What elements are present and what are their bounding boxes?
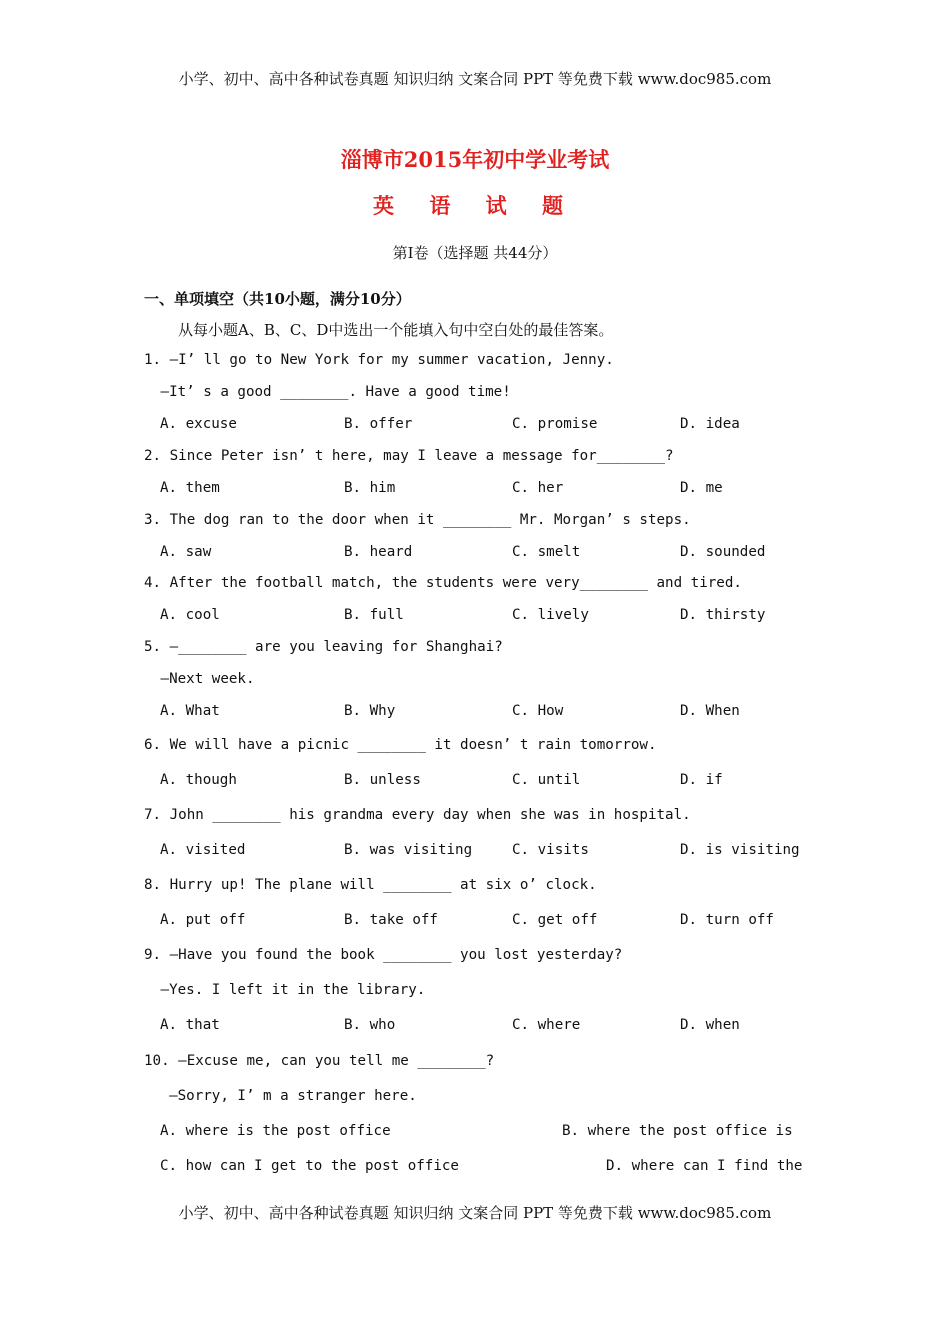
question-5-option-b: B. Why (344, 703, 396, 719)
question-2-option-d: D. me (680, 480, 723, 496)
question-8-option-c: C. get off (512, 912, 598, 928)
question-4-option-c: C. lively (512, 607, 589, 623)
question-4-option-a: A. cool (160, 607, 220, 623)
question-6-stem: 6. We will have a picnic ________ it doesn’ t rain tomorrow. (144, 737, 657, 753)
section-heading: 一、单项填空（共10小题，满分10分） (144, 290, 411, 308)
question-7-option-c: C. visits (512, 842, 589, 858)
question-2-option-a: A. them (160, 480, 220, 496)
page-header: 小学、初中、高中各种试卷真题 知识归纳 文案合同 PPT 等免费下载 www.doc985.com (178, 70, 772, 88)
question-3-option-a: A. saw (160, 544, 212, 560)
question-10-option-c: C. how can I get to the post office (160, 1158, 459, 1174)
question-4-option-d: D. thirsty (680, 607, 766, 623)
question-8-option-b: B. take off (344, 912, 438, 928)
question-9-option-c: C. where (512, 1017, 581, 1033)
question-5-option-c: C. How (512, 703, 564, 719)
question-8-option-a: A. put off (160, 912, 246, 928)
question-9-stem: 9. —Have you found the book ________ you lost yesterday? (144, 947, 623, 963)
question-4-option-b: B. full (344, 607, 404, 623)
question-9-option-d: D. when (680, 1017, 740, 1033)
question-6-option-b: B. unless (344, 772, 421, 788)
question-7-option-d: D. is visiting (680, 842, 800, 858)
question-7-option-a: A. visited (160, 842, 246, 858)
question-3-stem: 3. The dog ran to the door when it ________ Mr. Morgan’ s steps. (144, 512, 691, 528)
question-10-reply: —Sorry, I’ m a stranger here. (152, 1088, 417, 1104)
question-4-stem: 4. After the football match, the students were very________ and tired. (144, 575, 742, 591)
question-3-option-b: B. heard (344, 544, 413, 560)
question-6-option-a: A. though (160, 772, 237, 788)
subject-title: 英 语 试 题 (373, 193, 577, 218)
question-7-option-b: B. was visiting (344, 842, 473, 858)
question-3-option-c: C. smelt (512, 544, 581, 560)
question-1-option-b: B. offer (344, 416, 413, 432)
question-2-stem: 2. Since Peter isn’ t here, may I leave a message for________? (144, 448, 674, 464)
question-7-stem: 7. John ________ his grandma every day when she was in hospital. (144, 807, 691, 823)
question-9-reply: —Yes. I left it in the library. (152, 982, 426, 998)
question-5-reply: —Next week. (152, 671, 255, 687)
question-1-option-d: D. idea (680, 416, 740, 432)
question-5-option-a: A. What (160, 703, 220, 719)
question-2-option-b: B. him (344, 480, 396, 496)
exam-title: 淄博市2015年初中学业考试 (340, 147, 610, 172)
section-instruction: 从每小题A、B、C、D中选出一个能填入句中空白处的最佳答案。 (178, 321, 614, 339)
paper-part-label: 第Ⅰ卷（选择题 共44分） (392, 244, 558, 262)
question-8-option-d: D. turn off (680, 912, 774, 928)
question-5-option-d: D. When (680, 703, 740, 719)
question-6-option-c: C. until (512, 772, 581, 788)
question-5-stem: 5. —________ are you leaving for Shanghai? (144, 639, 503, 655)
question-9-option-b: B. who (344, 1017, 396, 1033)
question-10-stem: 10. —Excuse me, can you tell me ________? (144, 1053, 495, 1069)
question-1-reply: —It’ s a good ________. Have a good time! (152, 384, 511, 400)
question-10-option-a: A. where is the post office (160, 1123, 391, 1139)
question-3-option-d: D. sounded (680, 544, 766, 560)
page-footer: 小学、初中、高中各种试卷真题 知识归纳 文案合同 PPT 等免费下载 www.doc985.com (178, 1204, 772, 1222)
question-10-option-d: D. where can I find the (606, 1158, 803, 1174)
question-1-option-a: A. excuse (160, 416, 237, 432)
question-8-stem: 8. Hurry up! The plane will ________ at six o’ clock. (144, 877, 597, 893)
question-6-option-d: D. if (680, 772, 723, 788)
question-10-option-b: B. where the post office is (562, 1123, 793, 1139)
question-1-option-c: C. promise (512, 416, 598, 432)
question-9-option-a: A. that (160, 1017, 220, 1033)
question-1-stem: 1. —I’ ll go to New York for my summer vacation, Jenny. (144, 352, 614, 368)
question-2-option-c: C. her (512, 480, 564, 496)
